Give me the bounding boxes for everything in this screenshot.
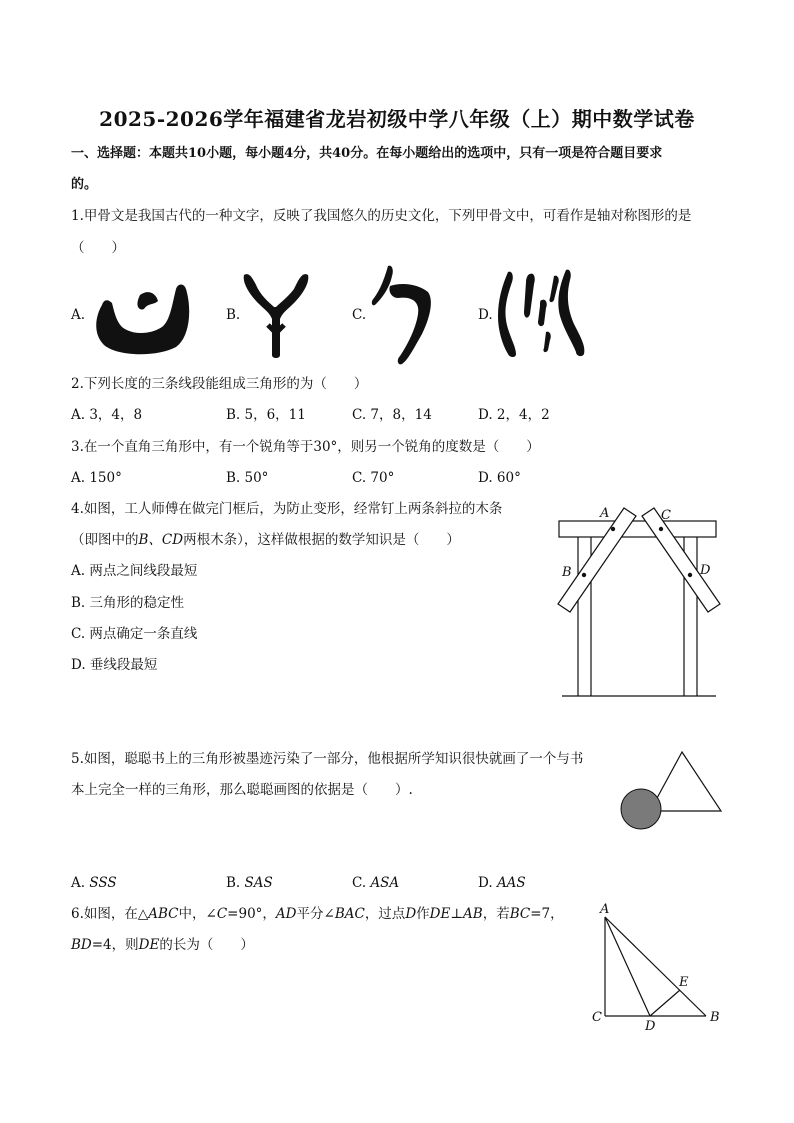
fig6-label-d: D	[645, 1019, 656, 1034]
q4-option-b: B. 三角形的稳定性	[71, 595, 185, 611]
fig6-label-e: E	[679, 975, 689, 990]
q6-stem-line2: BD=4，则DE的长为（ ）	[71, 937, 254, 953]
q3-option-c: C. 70°	[352, 470, 395, 486]
fig4-label-a: A	[600, 506, 610, 521]
fig6-label-b: B	[710, 1010, 720, 1025]
door-frame-diagram	[556, 500, 726, 700]
q1-stem-line1: 1.甲骨文是我国古代的一种文字，反映了我国悠久的历史文化，下列甲骨文中，可看作是轴对称图形的是	[71, 208, 692, 224]
q4-stem-line2: （即图中的B、CD两根木条），这样做根据的数学知识是（ ）	[71, 532, 460, 548]
q5-option-a: A. SSS	[71, 875, 117, 891]
q2-option-b: B. 5，6，11	[226, 407, 306, 423]
fig4-label-c: C	[661, 508, 671, 523]
q4-option-c: C. 两点确定一条直线	[71, 626, 198, 642]
q1-stem-line2: （ ）	[71, 240, 125, 256]
q5-stem-line2: 本上完全一样的三角形，那么聪聪画图的依据是（ ）.	[71, 782, 413, 798]
oracle-glyph-c-image	[368, 262, 436, 366]
q6-stem-line1: 6.如图，在△ABC中，∠C=90°，AD平分∠BAC，过点D作DE⊥AB，若BC=7，	[71, 906, 564, 922]
q2-stem: 2.下列长度的三条线段能组成三角形的为（ ）	[71, 376, 368, 392]
q5-option-c: C. ASA	[352, 875, 400, 891]
q2-option-a: A. 3，4，8	[71, 407, 143, 423]
fig4-label-d: D	[700, 563, 711, 578]
q1-option-b: B.	[226, 307, 241, 323]
stained-triangle-diagram	[620, 748, 724, 832]
q3-stem: 3.在一个直角三角形中，有一个锐角等于30°，则另一个锐角的度数是（ ）	[71, 439, 540, 455]
q5-stem-line1: 5.如图，聪聪书上的三角形被墨迹污染了一部分，他根据所学知识很快就画了一个与书	[71, 751, 584, 767]
oracle-glyph-a-image	[88, 275, 196, 357]
q3-option-b: B. 50°	[226, 470, 269, 486]
section-heading-line1: 一、选择题：本题共10小题，每小题4分，共40分。在每小题给出的选项中，只有一项是符合题目要求	[71, 146, 663, 161]
q3-option-a: A. 150°	[71, 470, 122, 486]
oracle-glyph-d-image	[494, 266, 590, 360]
q1-option-c: C.	[352, 307, 367, 323]
fig4-label-b: B	[562, 565, 572, 580]
page-title: 2025-2026学年福建省龙岩初级中学八年级（上）期中数学试卷	[99, 107, 695, 131]
q4-option-d: D. 垂线段最短	[71, 657, 158, 673]
q4-stem-line1: 4.如图，工人师傅在做完门框后，为防止变形，经常钉上两条斜拉的木条	[71, 501, 503, 517]
oracle-glyph-b-image	[240, 267, 312, 361]
right-triangle-diagram	[588, 900, 728, 1034]
q1-option-d: D.	[478, 307, 493, 323]
fig6-label-c: C	[592, 1010, 602, 1025]
q5-option-b: B. SAS	[226, 875, 273, 891]
section-heading-line2: 的。	[71, 177, 98, 192]
q3-option-d: D. 60°	[478, 470, 521, 486]
q2-option-d: D. 2，4，2	[478, 407, 550, 423]
q2-option-c: C. 7，8，14	[352, 407, 432, 423]
fig6-label-a: A	[600, 902, 610, 917]
q5-option-d: D. AAS	[478, 875, 526, 891]
q4-option-a: A. 两点之间线段最短	[71, 563, 198, 579]
q1-option-a: A.	[71, 307, 86, 323]
